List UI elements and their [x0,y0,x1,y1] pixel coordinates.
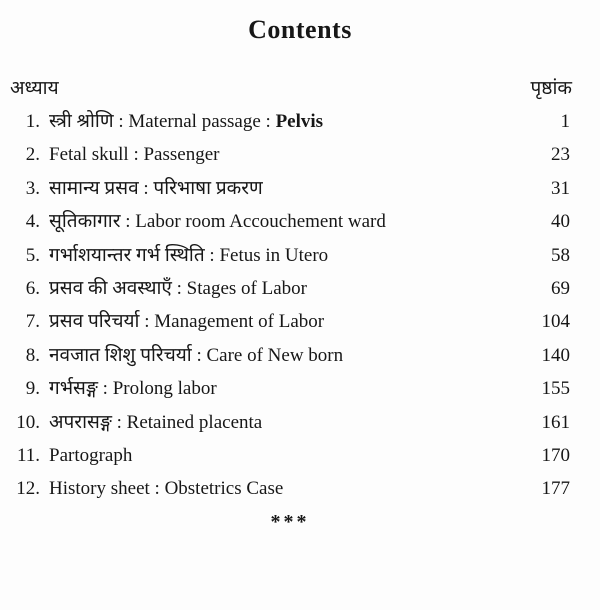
column-header-page: पृष्ठांक [530,78,572,99]
chapter-number: 10. [16,411,40,433]
chapter-title [49,472,510,505]
column-header-chapter: अध्याय [10,78,59,99]
page-number: 177 [541,478,570,500]
page-number: 140 [541,344,570,366]
toc-row [0,472,600,505]
chapter-title [49,372,510,405]
chapter-number: 6. [25,277,40,299]
chapter-number: 7. [25,311,40,333]
chapter-title [49,205,510,238]
toc-row [0,305,600,338]
page-number: 155 [541,378,570,400]
chapter-number: 2. [25,144,40,166]
chapter-number: 11. [16,444,40,466]
page-number: 104 [541,311,570,333]
toc-row [0,239,600,272]
chapter-title [49,172,510,205]
page-number: 170 [541,444,570,466]
chapter-title-text: स्त्री श्रोणि : Maternal passage : [49,111,276,132]
toc-row [0,372,600,405]
chapter-title [49,138,510,171]
chapter-number: 5. [25,244,40,266]
chapter-title-text: Partograph [49,444,133,466]
toc-row [0,172,600,205]
page-title: Contents [248,15,352,44]
chapter-number: 9. [25,378,40,400]
chapter-number: 3. [25,177,40,199]
chapter-title [49,239,510,272]
chapter-title-text: सामान्य प्रसव : परिभाषा प्रकरण [49,177,263,199]
chapter-title [49,305,510,338]
chapter-number: 12. [16,478,40,500]
chapter-title [49,339,510,372]
chapter-title-text: गर्भाशयान्तर गर्भ स्थिति : Fetus in Utero [49,244,329,266]
page-number: 23 [551,144,570,166]
chapter-title-text: अपरासङ्ग : Retained placenta [49,411,263,433]
chapter-title-bold-text: Pelvis [275,111,324,132]
chapter-title-text: नवजात शिशु परिचर्या : Care of New born [49,344,344,366]
chapter-number: 1. [25,111,40,132]
chapter-number: 8. [25,344,40,366]
toc-row [0,105,600,138]
chapter-title-text: Fetal skull : Passenger [49,144,220,166]
chapter-number: 4. [25,211,40,233]
column-headers [0,74,600,100]
toc-row [0,339,600,372]
chapter-title-text: प्रसव की अवस्थाएँ : Stages of Labor [49,277,307,299]
chapter-title [49,105,510,138]
toc-row [0,272,600,305]
page-number: 1 [560,111,570,132]
page-number: 40 [551,211,570,233]
toc-row [0,439,600,472]
page-number: 69 [551,277,570,299]
page-number: 31 [551,177,570,199]
chapter-title-text: प्रसव परिचर्या : Management of Labor [49,311,325,333]
chapter-title-text: सूतिकागार : Labor room Accouchement ward [49,211,386,233]
chapter-title [49,439,510,472]
page-number: 161 [541,411,570,433]
toc-row [0,138,600,171]
chapter-title [49,272,510,305]
toc-row [0,205,600,238]
toc-row [0,406,600,439]
end-mark: *** [270,510,310,533]
chapter-title [49,406,510,439]
chapter-title-text: History sheet : Obstetrics Case [49,478,284,500]
chapter-title-text: गर्भसङ्ग : Prolong labor [49,378,217,400]
toc-list [0,105,600,506]
page-number: 58 [551,244,570,266]
